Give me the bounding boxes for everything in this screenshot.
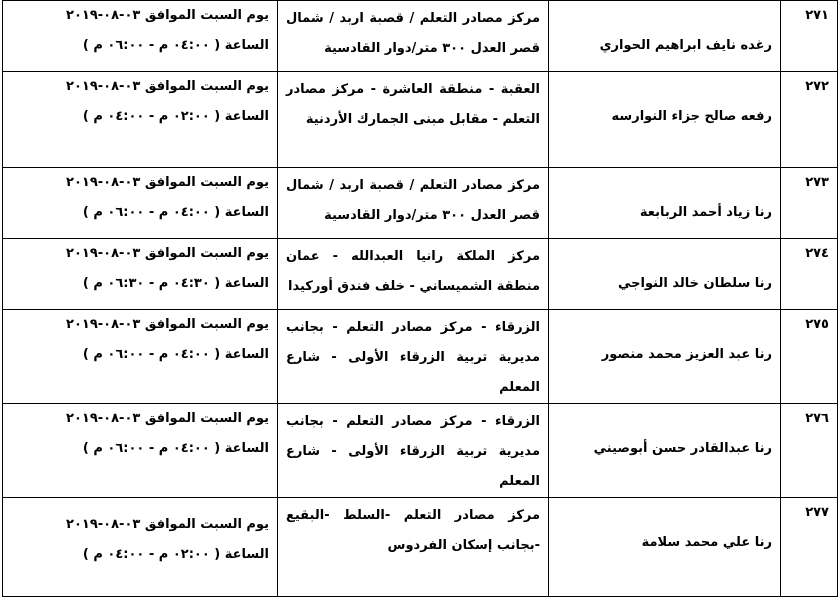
table-row bbox=[3, 1, 838, 72]
appointment-date: يوم السبت الموافق ٠٣-٠٨-٢٠١٩ bbox=[66, 79, 269, 94]
appointment-time: الساعة ( ٠٤:٠٠ م - ٠٦:٠٠ م ) bbox=[82, 441, 269, 456]
person-name: رنا عبد العزيز محمد منصور bbox=[601, 347, 772, 362]
table-row bbox=[3, 498, 838, 597]
location-text: مركز مصادر التعلم -السلط -البقيع -بجانب إسكان الفردوس bbox=[286, 508, 540, 553]
row-number: ٢٧٥ bbox=[781, 310, 838, 404]
row-number: ٢٧٦ bbox=[781, 404, 838, 498]
appointment-date: يوم السبت الموافق ٠٣-٠٨-٢٠١٩ bbox=[66, 517, 269, 532]
location-cell bbox=[278, 310, 549, 404]
appointment-time: الساعة ( ٠٤:٠٠ م - ٠٦:٠٠ م ) bbox=[82, 347, 269, 362]
appointment-cell bbox=[3, 72, 278, 168]
row-number: ٢٧٧ bbox=[781, 498, 838, 597]
appointment-cell bbox=[3, 404, 278, 498]
appointment-date: يوم السبت الموافق ٠٣-٠٨-٢٠١٩ bbox=[66, 246, 269, 261]
appointment-date: يوم السبت الموافق ٠٣-٠٨-٢٠١٩ bbox=[66, 411, 269, 426]
location-cell bbox=[278, 168, 549, 239]
person-name: رغده نايف ابراهيم الحواري bbox=[599, 38, 772, 53]
appointment-time: الساعة ( ٠٤:٣٠ م - ٠٦:٣٠ م ) bbox=[82, 276, 269, 291]
table-row bbox=[3, 239, 838, 310]
appointment-cell bbox=[3, 1, 278, 72]
appointment-date: يوم السبت الموافق ٠٣-٠٨-٢٠١٩ bbox=[66, 8, 269, 23]
row-number: ٢٧١ bbox=[781, 1, 838, 72]
name-cell bbox=[549, 168, 781, 239]
schedule-table-body bbox=[3, 1, 838, 597]
appointment-time: الساعة ( ٠٤:٠٠ م - ٠٦:٠٠ م ) bbox=[82, 38, 269, 53]
row-number: ٢٧٣ bbox=[781, 168, 838, 239]
table-row bbox=[3, 310, 838, 404]
name-cell bbox=[549, 72, 781, 168]
table-row bbox=[3, 72, 838, 168]
location-cell bbox=[278, 1, 549, 72]
location-cell bbox=[278, 239, 549, 310]
location-cell bbox=[278, 404, 549, 498]
name-cell bbox=[549, 498, 781, 597]
location-text: مركز مصادر التعلم / قصبة اربد / شمال قصر العدل ٣٠٠ متر/دوار القادسية bbox=[286, 178, 540, 223]
row-number: ٢٧٤ bbox=[781, 239, 838, 310]
appointment-time: الساعة ( ٠٢:٠٠ م - ٠٤:٠٠ م ) bbox=[82, 547, 269, 562]
location-text: الزرقاء - مركز مصادر التعلم - بجانب مديرية تربية الزرقاء الأولى - شارع المعلم bbox=[286, 320, 540, 395]
person-name: رنا علي محمد سلامة bbox=[641, 535, 772, 550]
person-name: رفعه صالح جزاء النوارسه bbox=[611, 109, 772, 124]
appointment-cell bbox=[3, 239, 278, 310]
appointment-date: يوم السبت الموافق ٠٣-٠٨-٢٠١٩ bbox=[66, 317, 269, 332]
name-cell bbox=[549, 1, 781, 72]
schedule-table bbox=[2, 0, 838, 597]
location-text: الزرقاء - مركز مصادر التعلم - بجانب مديرية تربية الزرقاء الأولى - شارع المعلم bbox=[286, 414, 540, 489]
appointment-cell bbox=[3, 498, 278, 597]
table-row bbox=[3, 404, 838, 498]
name-cell bbox=[549, 239, 781, 310]
location-text: مركز مصادر التعلم / قصبة اربد / شمال قصر العدل ٣٠٠ متر/دوار القادسية bbox=[286, 11, 540, 56]
appointment-time: الساعة ( ٠٤:٠٠ م - ٠٦:٠٠ م ) bbox=[82, 205, 269, 220]
appointment-cell bbox=[3, 168, 278, 239]
location-text: مركز الملكة رانيا العبدالله - عمان منطقة الشميساني - خلف فندق أوركيدا bbox=[286, 249, 540, 294]
name-cell bbox=[549, 404, 781, 498]
person-name: رنا زياد أحمد الربابعة bbox=[639, 205, 772, 220]
table-row bbox=[3, 168, 838, 239]
person-name: رنا سلطان خالد النواجي bbox=[618, 276, 772, 291]
appointment-date: يوم السبت الموافق ٠٣-٠٨-٢٠١٩ bbox=[66, 175, 269, 190]
person-name: رنا عبدالقادر حسن أبوصيني bbox=[593, 441, 772, 456]
name-cell bbox=[549, 310, 781, 404]
row-number: ٢٧٢ bbox=[781, 72, 838, 168]
location-cell bbox=[278, 72, 549, 168]
appointment-time: الساعة ( ٠٢:٠٠ م - ٠٤:٠٠ م ) bbox=[82, 109, 269, 124]
location-text: العقبة - منطقة العاشرة - مركز مصادر التعلم - مقابل مبنى الجمارك الأردنية bbox=[286, 82, 540, 127]
appointment-cell bbox=[3, 310, 278, 404]
location-cell bbox=[278, 498, 549, 597]
